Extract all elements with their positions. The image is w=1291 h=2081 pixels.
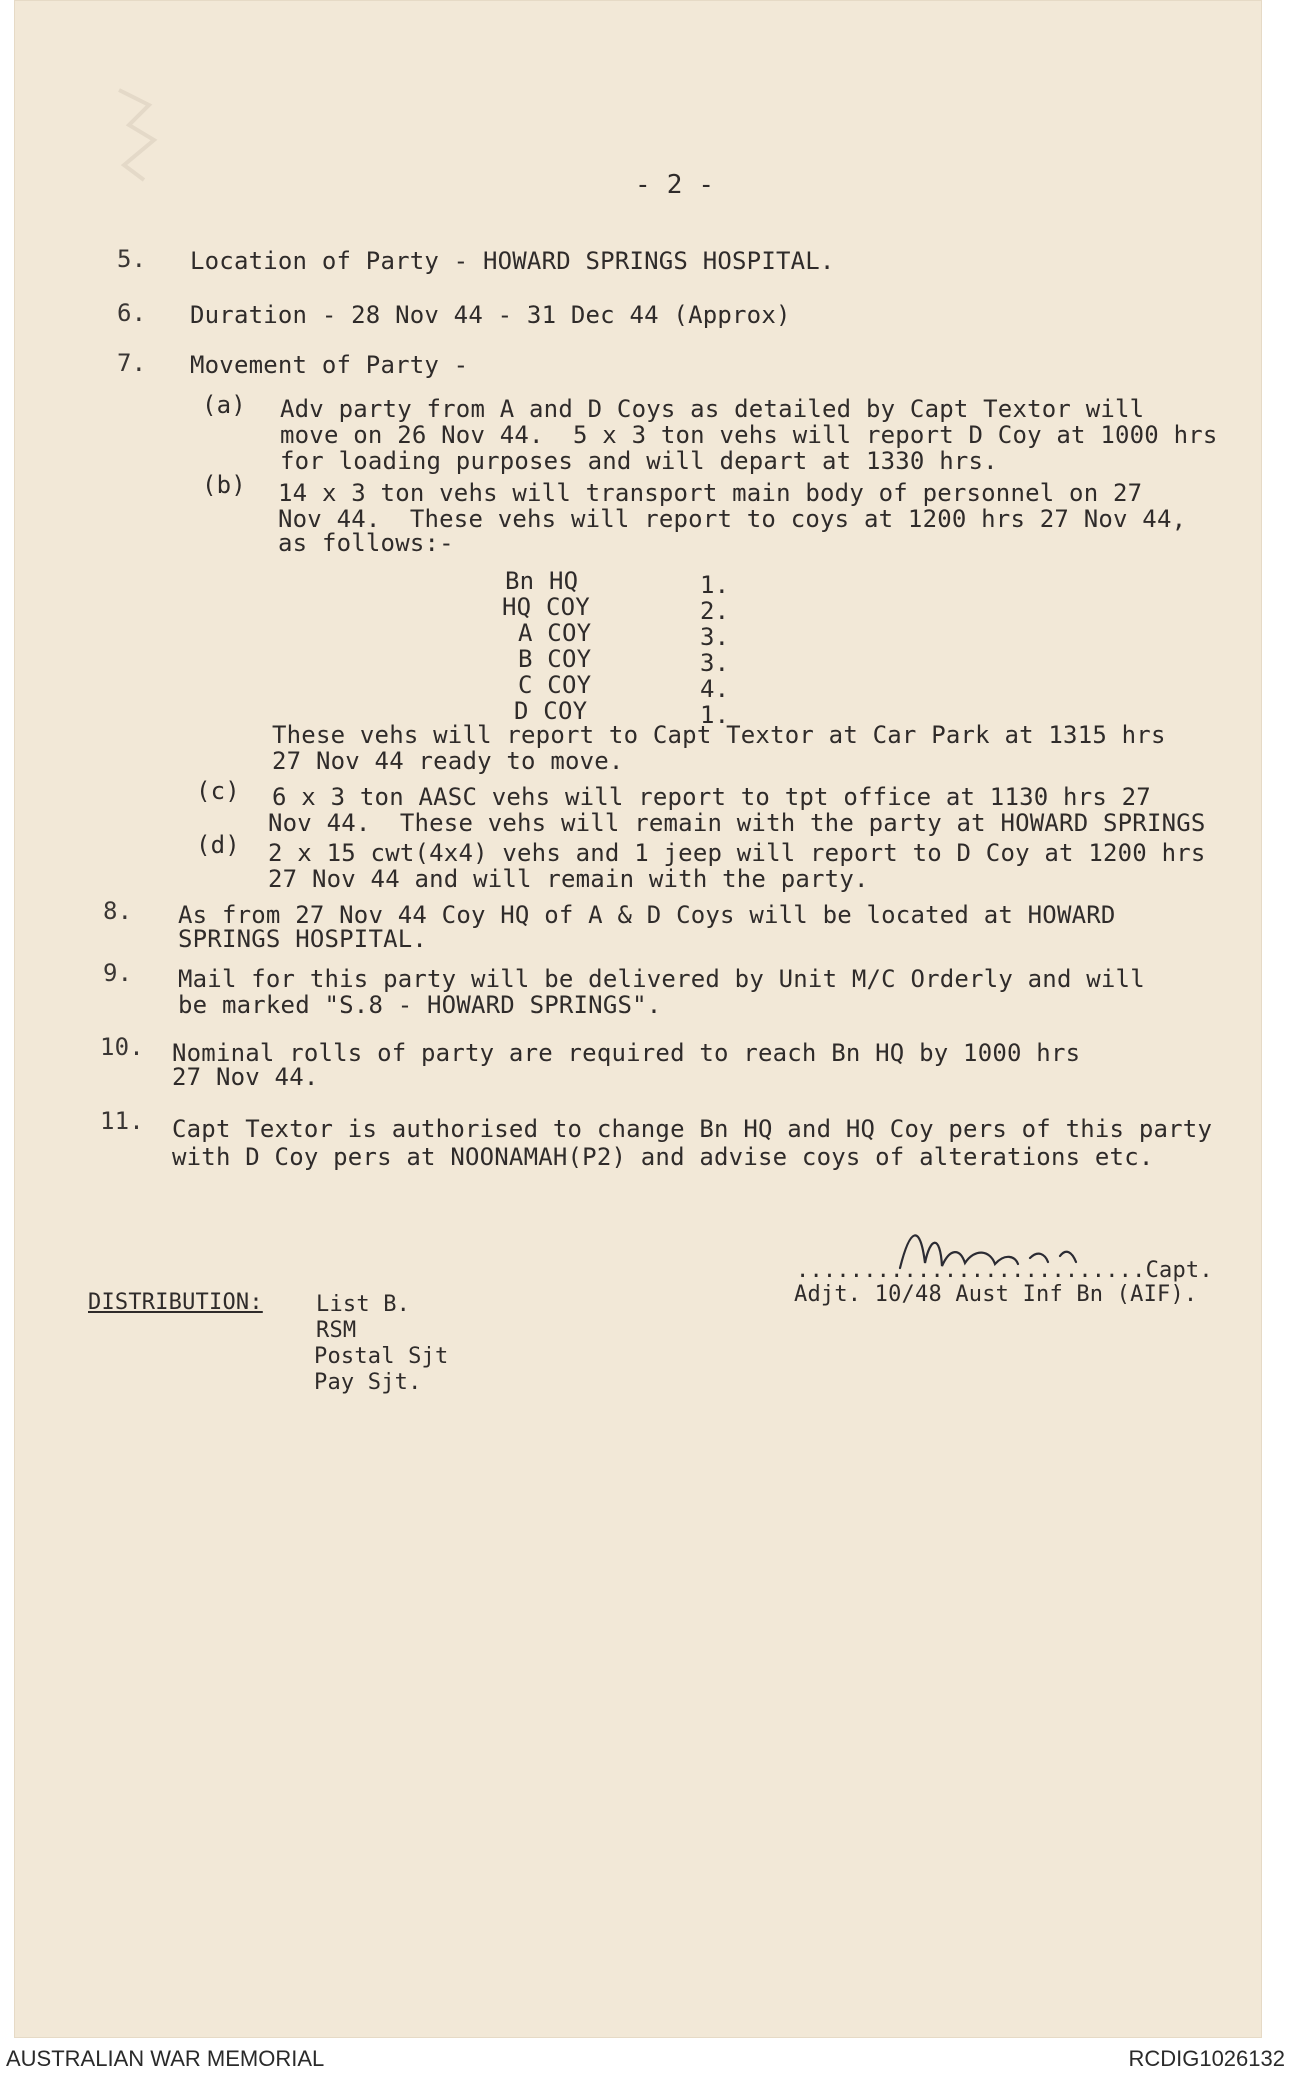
alloc-unit-2: HQ COY [502,593,590,621]
page-number: - 2 - [635,170,715,200]
embossed-seal-mark [109,80,169,190]
sub-b-line-3: as follows:- [278,529,454,557]
footer-record-id: RCDIG1026132 [1128,2046,1285,2071]
alloc-unit-1: Bn HQ [505,567,579,595]
sub-a-label: (a) [202,391,246,419]
sub-d-label: (d) [196,831,240,859]
alloc-count-1: 1. [700,571,730,599]
signature-line: ..........................Capt. [796,1258,1213,1283]
sub-c-line-1: 6 x 3 ton AASC vehs will report to tpt office at 1130 hrs 27 [272,783,1151,811]
item-10-line-2: 27 Nov 44. [172,1063,319,1091]
distribution-entry-3: Postal Sjt [314,1344,449,1369]
alloc-unit-3: A COY [518,619,592,647]
sub-b-after-1: These vehs will report to Capt Textor at Car Park at 1315 hrs [272,721,1166,749]
alloc-count-2: 2. [700,597,730,625]
sub-b-line-1: 14 x 3 ton vehs will transport main body of personnel on 27 [278,479,1143,507]
alloc-unit-6: D COY [514,697,588,725]
sub-d-line-1: 2 x 15 cwt(4x4) vehs and 1 jeep will report to D Coy at 1200 hrs [268,839,1206,867]
item-6-text: Duration - 28 Nov 44 - 31 Dec 44 (Approx) [190,301,791,329]
sub-a-line-3: for loading purposes and will depart at 1330 hrs. [280,447,998,475]
distribution-entry-4: Pay Sjt. [314,1370,422,1395]
alloc-unit-5: C COY [518,671,592,699]
sub-b-label: (b) [202,471,246,499]
item-11-line-1: Capt Textor is authorised to change Bn HQ and HQ Coy pers of this party [172,1115,1213,1143]
item-7-number: 7. [117,349,147,377]
item-9-line-1: Mail for this party will be delivered by Unit M/C Orderly and will [178,965,1145,993]
item-9-line-2: be marked "S.8 - HOWARD SPRINGS". [178,991,662,1019]
sub-d-line-2: 27 Nov 44 and will remain with the party. [268,865,869,893]
item-11-number: 11. [100,1107,144,1135]
item-10-line-1: Nominal rolls of party are required to reach Bn HQ by 1000 hrs [172,1039,1081,1067]
item-11-line-2: with D Coy pers at NOONAMAH(P2) and advise coys of alterations etc. [172,1143,1154,1171]
signature-unit: Adjt. 10/48 Aust Inf Bn (AIF). [794,1282,1198,1307]
distribution-entry-1: List B. [316,1292,411,1317]
sub-c-line-2: Nov 44. These vehs will remain with the party at HOWARD SPRINGS [268,809,1206,837]
item-8-number: 8. [103,897,133,925]
item-5-text: Location of Party - HOWARD SPRINGS HOSPITAL. [190,247,835,275]
alloc-count-3: 3. [700,623,730,651]
sub-a-line-1: Adv party from A and D Coys as detailed by Capt Textor will [280,395,1145,423]
alloc-unit-4: B COY [518,645,592,673]
item-8-line-1: As from 27 Nov 44 Coy HQ of A & D Coys will be located at HOWARD [178,901,1116,929]
sub-b-after-2: 27 Nov 44 ready to move. [272,747,624,775]
sub-a-line-2: move on 26 Nov 44. 5 x 3 ton vehs will report D Coy at 1000 hrs [280,421,1218,449]
item-8-line-2: SPRINGS HOSPITAL. [178,925,428,953]
alloc-count-5: 4. [700,675,730,703]
distribution-entry-2: RSM [316,1318,357,1343]
item-5-number: 5. [117,245,147,273]
item-6-number: 6. [117,299,147,327]
item-9-number: 9. [103,959,133,987]
sub-b-line-2: Nov 44. These vehs will report to coys at 1200 hrs 27 Nov 44, [278,505,1187,533]
sub-c-label: (c) [196,777,240,805]
item-10-number: 10. [100,1033,144,1061]
distribution-heading: DISTRIBUTION: [88,1290,263,1315]
alloc-count-6: 1. [700,701,730,729]
item-7-text: Movement of Party - [190,351,469,379]
footer-archive-name: AUSTRALIAN WAR MEMORIAL [6,2046,325,2071]
alloc-count-4: 3. [700,649,730,677]
